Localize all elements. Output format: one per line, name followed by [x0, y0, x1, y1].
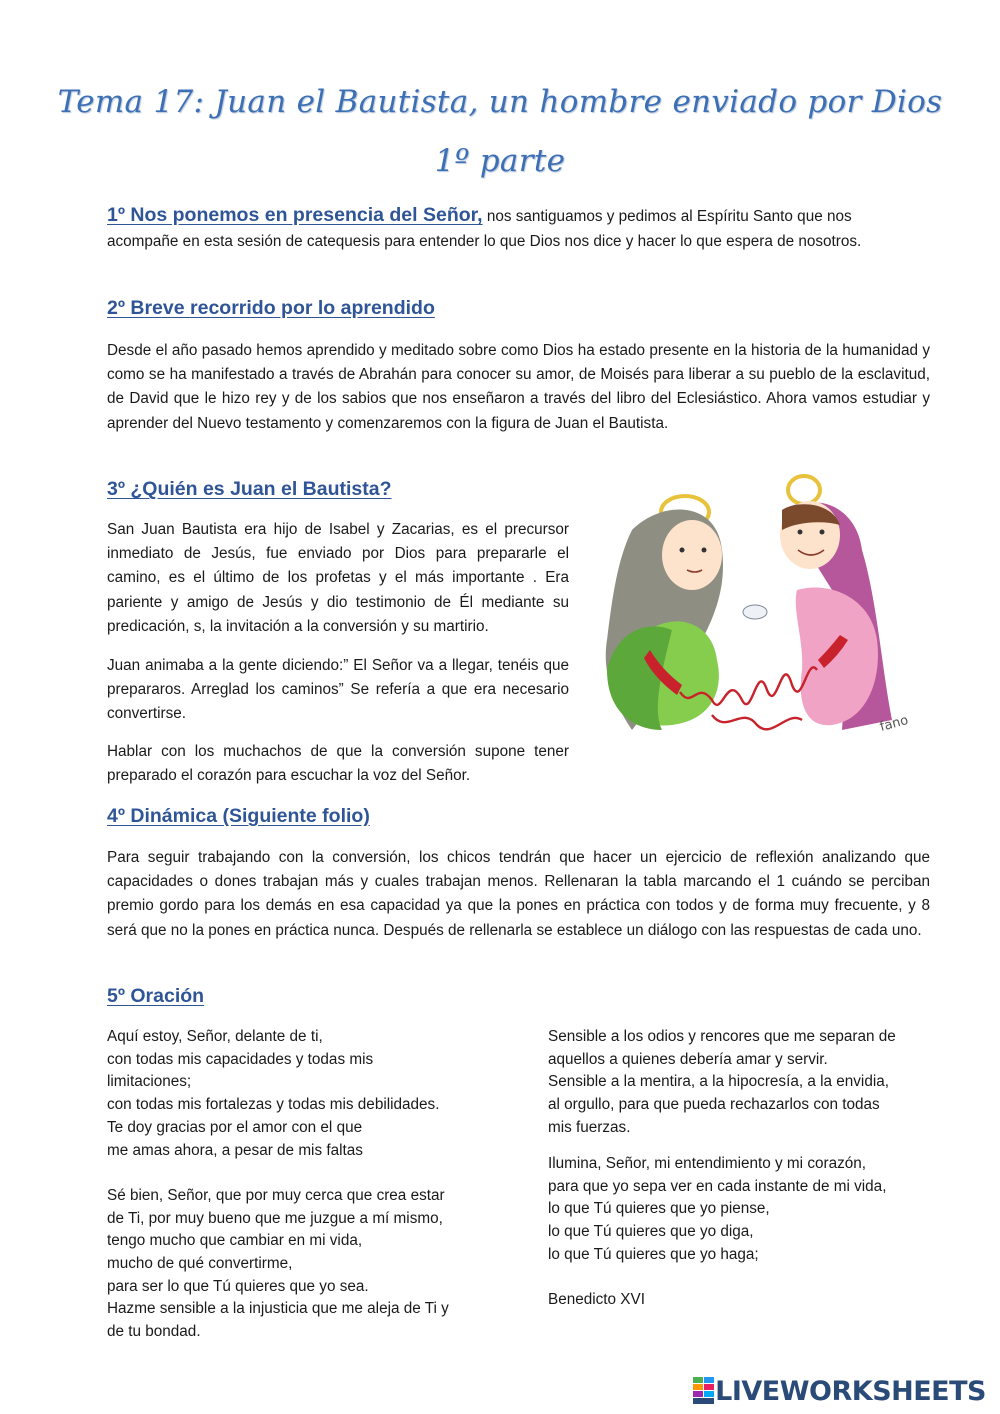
section-4-heading: 4º Dinámica (Siguiente folio) [107, 805, 370, 827]
illustration-signature: fano [878, 712, 910, 735]
liveworksheets-logo [693, 1376, 986, 1406]
section-4-text: Para seguir trabajando con la conversión, los chicos tendrán que hacer un ejercicio de reflexión analizando que capacidades o dones trabajan más y cuales trabajan menos. Rellenaran la tabla marcando el 1 cuándo se perciban premio gordo para los demás en esa capacidad ya que la pones en práctica con todos y de forma muy frecuente, y 8 será que no la pones en práctica nunca. Después de rellenarla se establece un diálogo con las respuestas de cada uno. [107, 849, 930, 939]
section-3-paragraph-1: San Juan Bautista era hijo de Isabel y Zacarias, es el precursor inmediato de Jesús, fue enviado por Dios para prepararle el camino, es el último de los profetas y el más importante . Era pariente y amigo de Jesús y dio testimonio de Él mediante su predicación, s, la invitación a la conversión y su martirio. [107, 521, 569, 635]
section-1-text: nos santiguamos y pedimos al Espíritu Santo que nos acompañe en esta sesión de catequesis para entender lo que Dios nos dice y hacer lo que espera de nosotros. [107, 208, 862, 250]
section-5-heading: 5º Oración [107, 985, 205, 1007]
section-2-heading: 2º Breve recorrido por lo aprendido [107, 297, 435, 319]
prayer-right-stanza-1: Sensible a los odios y rencores que me separan de aquellos a quienes debería amar y servir. Sensible a la mentira, a la hipocresía, a la envidia, al orgullo, para que pueda rechazarlos con todas mis fuerzas. [548, 1028, 896, 1136]
section-3-heading: 3º ¿Quién es Juan el Bautista? [107, 478, 392, 500]
prayer-left-column: Aquí estoy, Señor, delante de ti, con todas mis capacidades y todas mis limitaciones; con todas mis fortalezas y todas mis debilidades. Te doy gracias por el amor con el que me amas ahora, a pesar de mis faltas Sé bien, Señor, que por muy cerca que crea estar de Ti, por muy bueno que me juzgue a mí mismo, tengo mucho que cambiar en mi vida, mucho de qué convertirme, para ser lo que Tú quieres que yo sea. Hazme sensible a la injusticia que me aleja de Ti y de tu bondad. [107, 1028, 449, 1341]
section-1 [107, 203, 927, 254]
section-3-paragraph-3: Hablar con los muchachos de que la conversión supone tener preparado el corazón para escuchar la voz del Señor. [107, 743, 569, 785]
section-2-text: Desde el año pasado hemos aprendido y meditado sobre como Dios ha estado presente en la historia de la humanidad y como se ha manifestado a través de Abrahán para conocer su amor, de Moisés para liberar a su pueblo de la esclavitud, de David que le hizo rey y de los sabios que nos enseñaron a través del libro del Eclesiástico. Ahora vamos estudiar y aprender del Nuevo testamento y comenzaremos con la figura de Juan el Bautista. [107, 342, 930, 432]
section-1-heading: 1º Nos ponemos en presencia del Señor, [107, 204, 483, 226]
section-3-paragraph-2: Juan animaba a la gente diciendo:” El Señor va a llegar, tenéis que prepararos. Arreglad los caminos” Se refería a que era necesario convertirse. [107, 657, 569, 723]
liveworksheets-badge-icon [693, 1377, 715, 1405]
prayer-signature: Benedicto XVI [548, 1291, 645, 1308]
liveworksheets-logo-text: LIVEWORKSHEETS [715, 1375, 986, 1407]
mary-elizabeth-illustration [592, 470, 932, 790]
document-subtitle: 1º parte [434, 143, 566, 179]
document-title: Tema 17: Juan el Bautista, un hombre enviado por Dios [57, 84, 943, 120]
prayer-right-stanza-2: Ilumina, Señor, mi entendimiento y mi corazón, para que yo sepa ver en cada instante de mi vida, lo que Tú quieres que yo piense, lo que Tú quieres que yo diga, lo que Tú quieres que yo haga; [548, 1155, 887, 1263]
